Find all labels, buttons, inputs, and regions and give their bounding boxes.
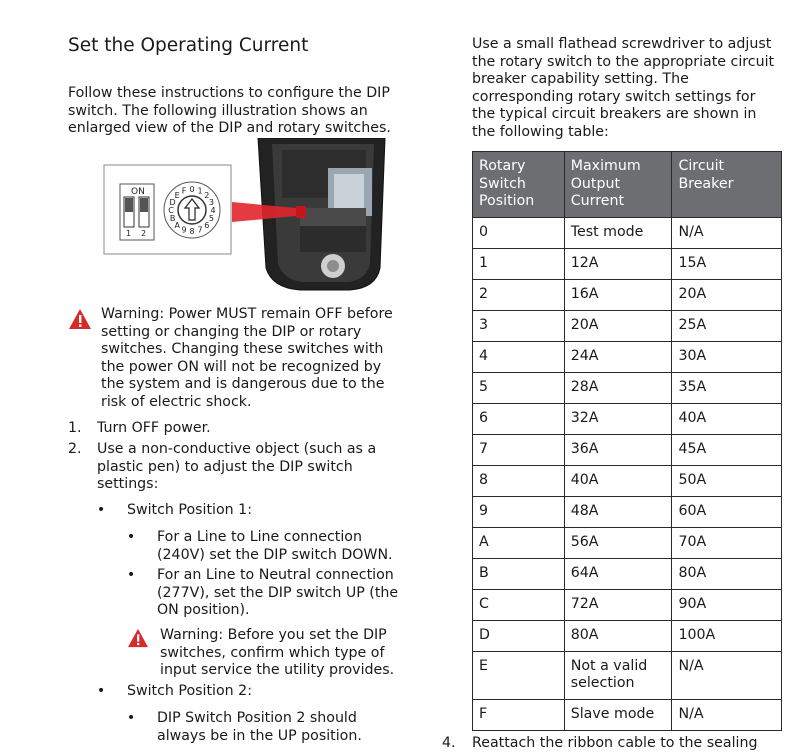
switch-position-1-heading: Switch Position 1: xyxy=(127,502,252,518)
intro-paragraph xyxy=(68,85,391,138)
header-maximum-output-current xyxy=(564,152,672,218)
line-to-neutral-instruction xyxy=(157,567,398,620)
warning-icon xyxy=(68,308,92,330)
rotary-digit: A xyxy=(174,220,180,230)
rotary-digit: E xyxy=(174,191,180,201)
intro-line: Use a small flathead screwdriver to adjust xyxy=(472,36,772,52)
rotary-digit: 3 xyxy=(208,198,214,207)
cell-max-current: 32A xyxy=(564,403,672,434)
cell-max-current: Slave mode xyxy=(564,699,672,730)
rotary-digit: 7 xyxy=(197,225,203,235)
header-rotary-switch-position xyxy=(473,152,565,218)
cell-circuit-breaker: 25A xyxy=(672,310,782,341)
warning-power-off xyxy=(101,306,393,412)
rotary-digit: F xyxy=(181,186,187,196)
instruction-line: DIP Switch Position 2 should xyxy=(157,710,357,726)
table-row xyxy=(473,372,782,403)
header-line: Position xyxy=(479,193,535,210)
cell-max-current: 36A xyxy=(564,434,672,465)
rotary-digit: 4 xyxy=(210,206,216,215)
cell-circuit-breaker: 30A xyxy=(672,341,782,372)
dip-position-2-label: 2 xyxy=(141,229,147,238)
warning-line: setting or changing the DIP or rotary xyxy=(101,323,362,340)
step-1-text: Turn OFF power. xyxy=(97,420,211,436)
header-line: Output xyxy=(570,175,621,192)
header-line: Switch xyxy=(479,175,526,192)
dip-2-instruction xyxy=(157,710,362,745)
bullet: • xyxy=(126,529,136,545)
cell-max-current: 40A xyxy=(564,465,672,496)
intro-line: the following table: xyxy=(472,123,609,140)
dip-on-label: ON xyxy=(131,187,145,197)
table-row xyxy=(473,341,782,372)
intro-line: enlarged view of the DIP and rotary switches. xyxy=(68,120,391,137)
cell-circuit-breaker: N/A xyxy=(672,651,782,699)
instruction-line: always be in the UP position. xyxy=(157,727,362,744)
step-2-text xyxy=(97,441,376,494)
rotary-digit: C xyxy=(168,206,174,215)
table-row xyxy=(473,496,782,527)
header-line: Current xyxy=(570,193,625,210)
rotary-digit: 1 xyxy=(197,186,203,196)
page-title: Set the Operating Current xyxy=(68,35,309,56)
cell-rotary-position: 7 xyxy=(473,434,565,465)
warning-line: risk of electric shock. xyxy=(101,393,252,410)
rotary-digit: B xyxy=(169,214,176,223)
instruction-line: For an Line to Neutral connection xyxy=(157,567,394,583)
cell-max-current: Not a valid selection xyxy=(564,651,672,699)
cell-max-current: 12A xyxy=(564,248,672,279)
switch-position-2-heading: Switch Position 2: xyxy=(127,683,252,699)
cell-circuit-breaker: 15A xyxy=(672,248,782,279)
table-row xyxy=(473,465,782,496)
bullet: • xyxy=(126,710,136,726)
intro-line: switch. The following illustration shows an xyxy=(68,102,368,119)
warning-line: switches. Changing these switches with xyxy=(101,341,384,358)
warning-line: the system and is dangerous due to the xyxy=(101,376,385,393)
cell-circuit-breaker: 60A xyxy=(672,496,782,527)
warning-line: Warning: Before you set the DIP xyxy=(160,627,387,643)
cell-rotary-position: C xyxy=(473,589,565,620)
table-row xyxy=(473,620,782,651)
dip-position-1-label: 1 xyxy=(126,229,132,238)
warning-line: Warning: Power MUST remain OFF before xyxy=(101,306,393,322)
bullet: • xyxy=(126,567,136,583)
table-row xyxy=(473,558,782,589)
cell-rotary-position: B xyxy=(473,558,565,589)
cell-rotary-position: 9 xyxy=(473,496,565,527)
intro-line: the rotary switch to the appropriate circuit xyxy=(472,53,775,70)
cell-rotary-position: 0 xyxy=(473,217,565,248)
rotary-digit: 2 xyxy=(204,191,210,201)
header-line: Breaker xyxy=(678,175,734,192)
step-line: plastic pen) to adjust the DIP switch xyxy=(97,458,353,475)
warning-icon xyxy=(127,628,149,648)
cell-circuit-breaker: 20A xyxy=(672,279,782,310)
step-line: Use a non-conductive object (such as a xyxy=(97,441,377,457)
rotary-digit: 0 xyxy=(189,185,195,194)
table-row xyxy=(473,527,782,558)
intro-line: breaker capability setting. The xyxy=(472,71,689,88)
warning-line: switches, confirm which type of xyxy=(160,644,385,661)
intro-line: the typical circuit breakers are shown in xyxy=(472,106,757,123)
rotary-digit: 8 xyxy=(189,227,195,236)
instruction-line: (277V), set the DIP switch UP (the xyxy=(157,584,399,601)
intro-line: Follow these instructions to configure the DIP xyxy=(68,85,390,101)
cell-circuit-breaker: 45A xyxy=(672,434,782,465)
cell-rotary-position: 8 xyxy=(473,465,565,496)
warning-line: input service the utility provides. xyxy=(160,662,395,679)
cell-circuit-breaker: 50A xyxy=(672,465,782,496)
warning-line: the power ON will not be recognized by xyxy=(101,358,382,375)
cell-max-current: 24A xyxy=(564,341,672,372)
step-4-text: Reattach the ribbon cable to the sealing xyxy=(472,735,758,751)
cell-circuit-breaker: 35A xyxy=(672,372,782,403)
cell-circuit-breaker: 100A xyxy=(672,620,782,651)
cell-max-current: Test mode xyxy=(564,217,672,248)
table-row xyxy=(473,310,782,341)
cell-circuit-breaker: 70A xyxy=(672,527,782,558)
step-number: 4. xyxy=(442,735,456,751)
instruction-line: For a Line to Line connection xyxy=(157,529,362,545)
rotary-switch-table xyxy=(472,151,782,731)
table-row xyxy=(473,248,782,279)
cell-rotary-position: 2 xyxy=(473,279,565,310)
cell-rotary-position: 3 xyxy=(473,310,565,341)
cell-max-current: 28A xyxy=(564,372,672,403)
table-row xyxy=(473,699,782,730)
cell-rotary-position: 1 xyxy=(473,248,565,279)
rotary-digit: 5 xyxy=(208,214,214,223)
rotary-digit: D xyxy=(169,198,176,207)
table-header-row xyxy=(473,152,782,218)
cell-rotary-position: F xyxy=(473,699,565,730)
cell-circuit-breaker: 90A xyxy=(672,589,782,620)
table-row xyxy=(473,217,782,248)
cell-rotary-position: 6 xyxy=(473,403,565,434)
header-line: Circuit xyxy=(678,158,725,174)
bullet: • xyxy=(96,683,106,699)
step-line: settings: xyxy=(97,476,159,493)
intro-line: corresponding rotary switch settings for xyxy=(472,88,756,105)
cell-max-current: 72A xyxy=(564,589,672,620)
table-row xyxy=(473,434,782,465)
line-to-line-instruction xyxy=(157,529,393,564)
header-line: Maximum xyxy=(570,158,641,174)
step-number: 2. xyxy=(68,441,82,457)
rotary-digit: 6 xyxy=(204,220,210,230)
warning-input-service xyxy=(160,627,394,680)
rotary-digit: 9 xyxy=(181,225,187,235)
header-circuit-breaker xyxy=(672,152,782,218)
cell-circuit-breaker: 40A xyxy=(672,403,782,434)
header-line: Rotary xyxy=(479,158,526,174)
rotary-intro xyxy=(472,36,774,142)
table-row xyxy=(473,589,782,620)
table-row xyxy=(473,279,782,310)
step-number: 1. xyxy=(68,420,82,436)
table-row xyxy=(473,651,782,699)
cell-rotary-position: A xyxy=(473,527,565,558)
instruction-line: ON position). xyxy=(157,602,250,619)
dip-rotary-illustration xyxy=(100,138,400,298)
bullet: • xyxy=(96,502,106,518)
cell-rotary-position: E xyxy=(473,651,565,699)
cell-max-current: 56A xyxy=(564,527,672,558)
cell-max-current: 48A xyxy=(564,496,672,527)
cell-circuit-breaker: 80A xyxy=(672,558,782,589)
cell-max-current: 64A xyxy=(564,558,672,589)
cell-max-current: 16A xyxy=(564,279,672,310)
cell-max-current: 20A xyxy=(564,310,672,341)
instruction-line: (240V) set the DIP switch DOWN. xyxy=(157,546,393,563)
cell-rotary-position: 4 xyxy=(473,341,565,372)
cell-rotary-position: D xyxy=(473,620,565,651)
cell-max-current: 80A xyxy=(564,620,672,651)
cell-circuit-breaker: N/A xyxy=(672,217,782,248)
cell-rotary-position: 5 xyxy=(473,372,565,403)
cell-circuit-breaker: N/A xyxy=(672,699,782,730)
table-row xyxy=(473,403,782,434)
